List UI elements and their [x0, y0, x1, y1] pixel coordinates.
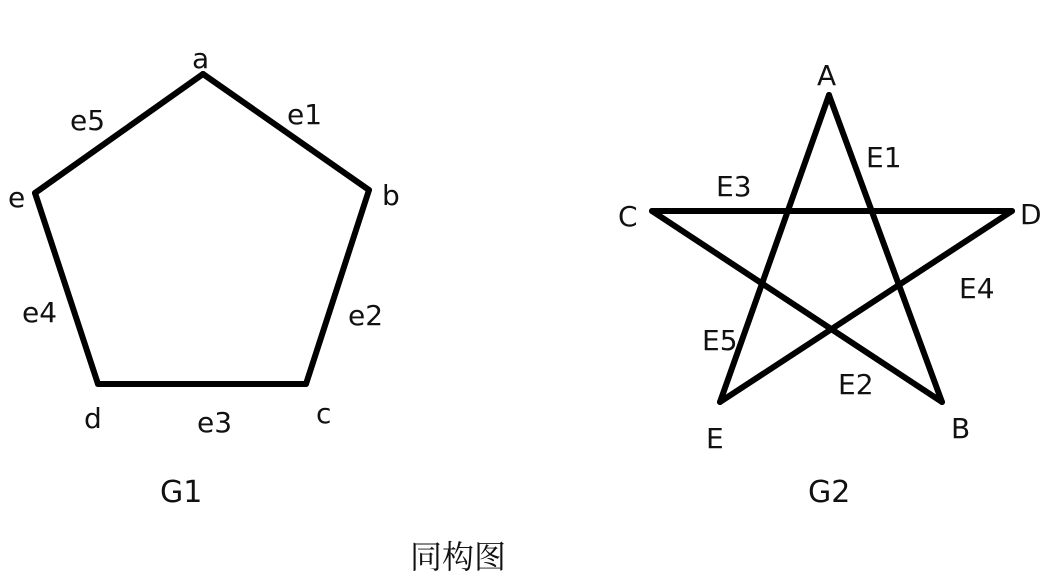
- g1-edge-e2: [306, 190, 369, 384]
- g1-vertex-d: d: [84, 402, 102, 435]
- g2-edge-label-E2: E2: [838, 368, 874, 401]
- g2-edge-label-E5: E5: [702, 324, 738, 357]
- graph-g1: [8, 42, 400, 510]
- g2-edge-label-E1: E1: [866, 141, 902, 174]
- g1-vertex-b: b: [382, 179, 400, 212]
- g2-vertex-C: C: [618, 200, 638, 233]
- g2-vertex-D: D: [1020, 198, 1042, 231]
- g1-edge-label-e4: e4: [22, 296, 58, 329]
- g2-edge-E2: [652, 211, 942, 402]
- g2-vertex-B: B: [951, 412, 971, 445]
- g2-caption: G2: [808, 475, 851, 510]
- g2-vertex-A: A: [817, 59, 837, 92]
- g1-edge-e4: [35, 193, 98, 384]
- graph-g2: [618, 59, 1042, 510]
- g2-vertex-E: E: [706, 422, 724, 455]
- diagram-title: 同构图: [410, 538, 507, 576]
- g1-edge-label-e1: e1: [287, 98, 323, 131]
- g1-caption: G1: [160, 475, 203, 510]
- g2-edge-label-E3: E3: [716, 170, 752, 203]
- g1-vertex-a: a: [192, 42, 210, 75]
- g1-edge-e5: [35, 74, 203, 193]
- g1-edge-label-e5: e5: [70, 104, 106, 137]
- g1-vertex-c: c: [316, 397, 332, 430]
- g1-vertex-e: e: [8, 181, 26, 214]
- g2-edge-label-E4: E4: [959, 272, 995, 305]
- g1-edge-label-e2: e2: [348, 299, 384, 332]
- g1-edge-label-e3: e3: [197, 406, 233, 439]
- g1-edge-e1: [203, 74, 369, 190]
